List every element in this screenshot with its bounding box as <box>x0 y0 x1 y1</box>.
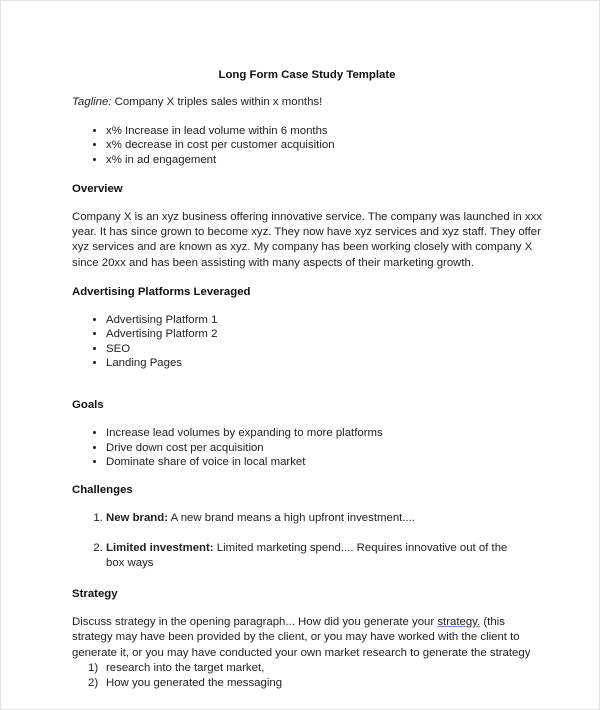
challenge-text: Limited marketing spend.... Requires innovative out of the box ways <box>106 542 508 570</box>
challenge-text: A new brand means a high upfront investment.... <box>168 512 415 525</box>
tagline-bullets <box>72 124 542 167</box>
document-body <box>72 69 542 691</box>
overview-heading: Overview <box>72 182 123 195</box>
goals-list <box>72 426 542 469</box>
overview-paragraph: Company X is an xyz business offering innovative service. The company was launched in xxx year. It has since grown to become xyz. They now have xyz services and xyz staff. They offer xyz services and are known as xyz. My company has been working closely with company X since 20xx and has been assisting with many aspects of their marketing growth. <box>72 210 542 269</box>
tagline-label: Tagline: <box>72 96 112 108</box>
list-item: • Landing Pages <box>106 356 542 370</box>
challenges-heading: Challenges <box>72 484 133 497</box>
list-item: • x% Increase in lead volume within 6 months <box>106 124 542 138</box>
strategy-steps <box>72 661 542 691</box>
list-item: • SEO <box>106 342 542 356</box>
tagline <box>72 95 542 110</box>
platforms-list <box>72 313 542 370</box>
goals-heading: Goals <box>72 399 104 412</box>
strategy-paragraph <box>72 615 534 661</box>
challenges-list <box>72 511 542 571</box>
platforms-heading: Advertising Platforms Leveraged <box>72 286 251 299</box>
document-title: Long Form Case Study Template <box>218 69 396 81</box>
strategy-text-continued: (this strategy may have been provided by the client, or you may have worked with the client to generate it, or you may have conducted your own market research to generate the strategy <box>72 616 531 659</box>
list-item: • x% in ad engagement <box>106 153 542 167</box>
strategy-text: Discuss strategy in the opening paragraph... How did you generate your <box>72 616 438 629</box>
strategy-link-word: strategy. <box>437 616 481 629</box>
list-item <box>106 511 542 526</box>
strategy-heading: Strategy <box>72 588 118 601</box>
list-item: • Dominate share of voice in local market <box>106 455 542 469</box>
challenge-label: New brand: <box>106 512 169 525</box>
list-item <box>106 541 542 571</box>
list-item: How you generated the messaging <box>106 677 283 690</box>
list-item: • Increase lead volumes by expanding to more platforms <box>106 426 542 440</box>
list-item: • Advertising Platform 1 <box>106 313 542 327</box>
list-item: • Drive down cost per acquisition <box>106 441 542 455</box>
tagline-text: Company X triples sales within x months! <box>111 96 323 108</box>
list-item: • Advertising Platform 2 <box>106 327 542 341</box>
challenge-label: Limited investment: <box>106 542 214 555</box>
list-item: research into the target market, <box>106 662 265 675</box>
list-item: • x% decrease in cost per customer acquisition <box>106 138 542 152</box>
